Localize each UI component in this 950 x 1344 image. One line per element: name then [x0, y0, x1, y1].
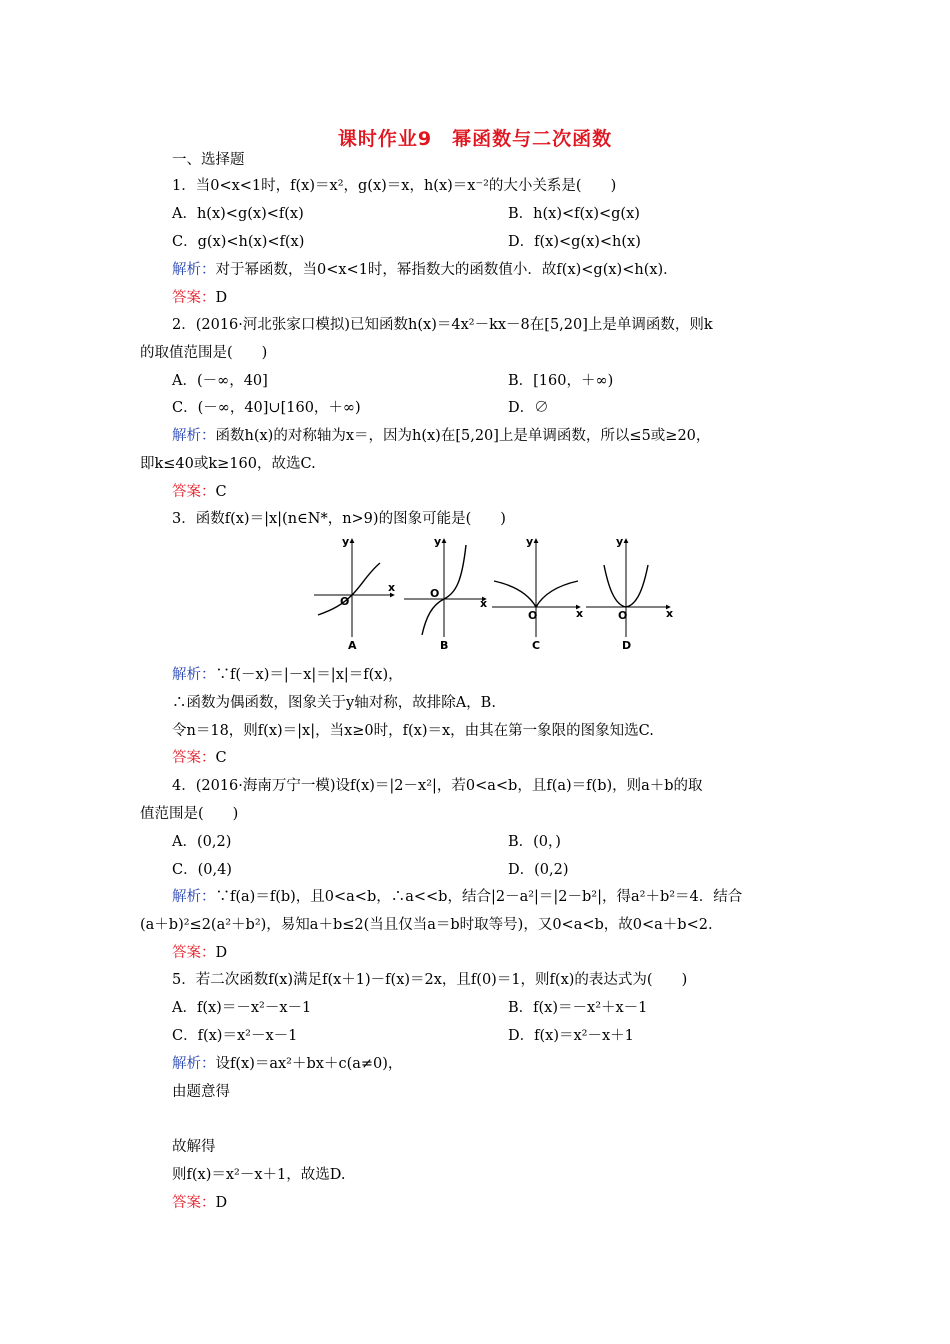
graph-label-b: B	[440, 639, 449, 652]
q2-analysis-line2: 即k≤40或k≥160，故选C.	[140, 456, 316, 472]
q1-option-c: C．g(x)<h(x)<f(x)	[172, 234, 305, 250]
q3-graph-b	[402, 535, 492, 653]
q2-option-b: B．[160，＋∞)	[508, 373, 614, 389]
analysis-label: 解析：	[172, 262, 216, 278]
answer-label: 答案：	[172, 750, 216, 766]
page-title: 课时作业9 幂函数与二次函数	[337, 128, 613, 150]
q3-analysis-line1	[172, 665, 403, 685]
origin-label: O	[340, 595, 350, 608]
q3-graph-c	[488, 535, 588, 653]
x-label: x	[666, 607, 674, 620]
q1-answer	[172, 288, 227, 308]
q1-option-b: B．h(x)<f(x)<g(x)	[508, 206, 640, 222]
q4-analysis-line1	[172, 887, 742, 907]
q2-answer-value: C	[215, 484, 227, 500]
q5-option-b: B．f(x)＝－x²＋x－1	[508, 1000, 648, 1016]
q1-answer-value: D	[215, 290, 228, 306]
q1-stem: 1．当0<x<1时，f(x)＝x²，g(x)＝x，h(x)＝x⁻²的大小关系是( )	[172, 178, 617, 194]
q2-option-c: C．(－∞，40]∪[160，＋∞)	[172, 400, 361, 416]
q4-answer-value: D	[215, 945, 228, 961]
graph-label-c: C	[532, 639, 541, 652]
q5-stem: 5．若二次函数f(x)满足f(x＋1)－f(x)＝2x，且f(0)＝1，则f(x)的表达式为( )	[172, 972, 688, 988]
graph-label-d: D	[622, 639, 632, 652]
analysis-label: 解析：	[172, 428, 216, 444]
origin-label: O	[430, 587, 440, 600]
x-label: x	[480, 597, 488, 610]
q3-graph-options	[310, 535, 680, 653]
q5-analysis-line1	[172, 1054, 402, 1074]
q4-option-c: C．(0,4)	[172, 862, 232, 878]
q3-graph-d	[582, 535, 680, 653]
q5-answer-value: D	[215, 1195, 228, 1211]
origin-label: O	[618, 609, 628, 622]
q4-stem-line2: 值范围是( )	[140, 806, 239, 822]
analysis-label: 解析：	[172, 667, 216, 683]
q5-analysis-line4: 则f(x)＝x²－x＋1，故选D.	[172, 1167, 346, 1183]
q1-analysis-text: 对于幂函数，当0<x<1时，幂指数大的函数值小．故f(x)<g(x)<h(x)．	[215, 262, 678, 278]
q2-option-a: A．(－∞，40]	[172, 373, 268, 389]
q3-analysis-line3: 令n＝18，则f(x)＝|x|，当x≥0时，f(x)＝x，由其在第一象限的图象知选C.	[172, 723, 654, 739]
y-label: y	[434, 535, 442, 548]
q2-stem-line2: 的取值范围是( )	[140, 345, 268, 361]
q4-analysis-text: ∵f(a)＝f(b)，且0<a<b，∴a<<b，结合|2－a²|＝|2－b²|，得a²＋b²＝4．结合	[215, 889, 743, 905]
q5-analysis-line3: 故解得	[172, 1139, 216, 1155]
q1-option-a: A．h(x)<g(x)<f(x)	[172, 206, 304, 222]
answer-label: 答案：	[172, 484, 216, 500]
q4-option-d: D．(0,2)	[508, 862, 569, 878]
analysis-label: 解析：	[172, 889, 216, 905]
graph-label-a: A	[348, 639, 357, 652]
q4-stem-line1: 4．(2016·海南万宁一模)设f(x)＝|2－x²|，若0<a<b，且f(a)＝f(b)，则a＋b的取	[172, 778, 703, 794]
q4-option-a: A．(0,2)	[172, 834, 232, 850]
q4-answer	[172, 943, 227, 963]
q5-option-c: C．f(x)＝x²－x－1	[172, 1028, 298, 1044]
answer-label: 答案：	[172, 290, 216, 306]
q3-analysis-line2: ∴函数为偶函数，图象关于y轴对称，故排除A，B.	[172, 695, 496, 711]
q5-option-d: D．f(x)＝x²－x＋1	[508, 1028, 634, 1044]
origin-label: O	[528, 609, 538, 622]
q3-answer	[172, 748, 227, 768]
q1-analysis	[172, 260, 678, 280]
q3-analysis-text: ∵f(－x)＝|－x|＝|x|＝f(x)，	[215, 667, 403, 683]
q2-stem-line1: 2．(2016·河北张家口模拟)已知函数h(x)＝4x²－kx－8在[5,20]上是单调函数，则k	[172, 317, 713, 333]
answer-label: 答案：	[172, 945, 216, 961]
q5-option-a: A．f(x)＝－x²－x－1	[172, 1000, 312, 1016]
q2-option-d: D．∅	[508, 400, 549, 416]
q4-analysis-line2: (a＋b)²≤2(a²＋b²)，易知a＋b≤2(当且仅当a＝b时取等号)，又0<a<b，故0<a＋b<2.	[140, 917, 713, 933]
y-label: y	[342, 535, 350, 548]
q5-analysis-text: 设f(x)＝ax²＋bx＋c(a≠0)，	[215, 1056, 403, 1072]
q5-answer	[172, 1193, 227, 1213]
x-label: x	[388, 581, 396, 594]
q1-option-d: D．f(x)<g(x)<h(x)	[508, 234, 641, 250]
q2-analysis-line1	[172, 426, 710, 446]
answer-label: 答案：	[172, 1195, 216, 1211]
y-label: y	[616, 535, 624, 548]
x-label: x	[576, 607, 584, 620]
q5-analysis-line2: 由题意得	[172, 1084, 230, 1100]
section-heading: 一、选择题	[172, 152, 245, 168]
q2-answer	[172, 482, 227, 502]
analysis-label: 解析：	[172, 1056, 216, 1072]
y-label: y	[526, 535, 534, 548]
q3-answer-value: C	[215, 750, 227, 766]
q2-analysis-text: 函数h(x)的对称轴为x＝，因为h(x)在[5,20]上是单调函数，所以≤5或≥20，	[215, 428, 711, 444]
q3-graph-a	[310, 535, 400, 653]
q3-stem: 3．函数f(x)＝|x|(n∈N*，n>9)的图象可能是( )	[172, 511, 506, 527]
q4-option-b: B．(0，)	[508, 834, 561, 850]
